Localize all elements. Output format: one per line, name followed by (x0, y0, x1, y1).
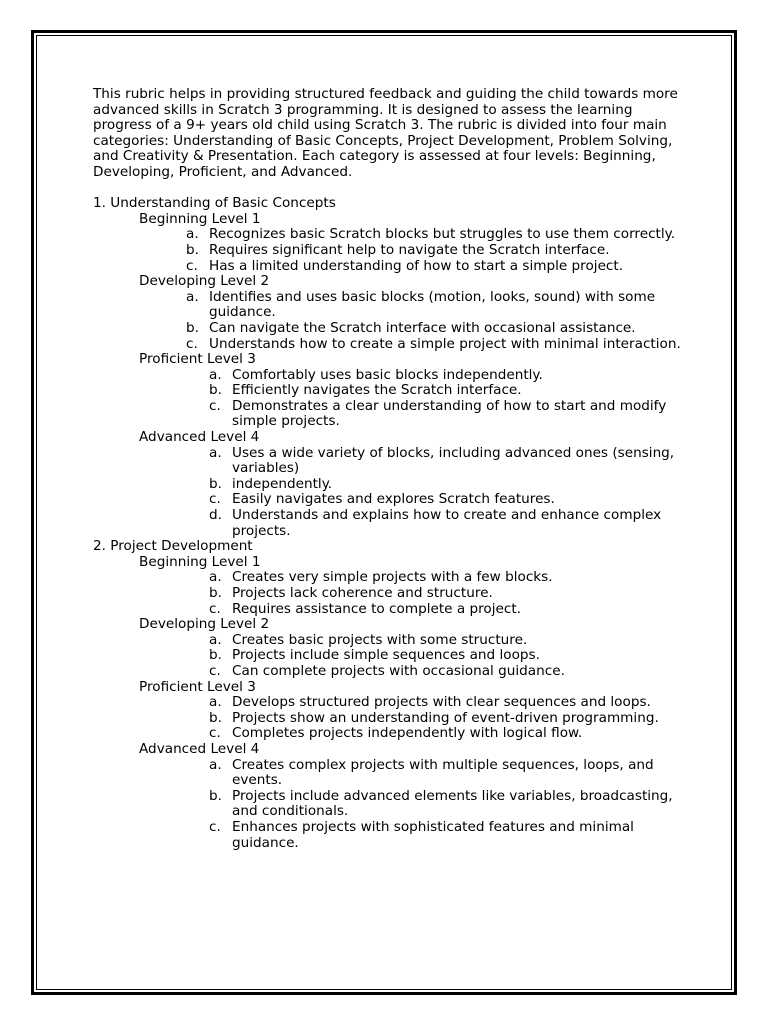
category-title: 2. Project Development (93, 538, 253, 555)
list-marker: c. (186, 257, 198, 274)
criterion-text: Has a limited understanding of how to start a simple project. (209, 257, 624, 274)
list-marker: b. (209, 647, 222, 664)
list-item (93, 243, 683, 259)
criteria-list (93, 570, 683, 617)
level-heading: Beginning Level 1 (139, 553, 261, 570)
list-item (93, 789, 683, 820)
criteria-list (93, 227, 683, 274)
list-marker: b. (186, 241, 199, 258)
category-project-development (93, 539, 683, 851)
criterion-text: Demonstrates a clear understanding of how to start and modify simple projects. (232, 397, 667, 430)
list-marker: a. (209, 366, 222, 383)
list-marker: b. (209, 709, 222, 726)
criterion-text: Uses a wide variety of blocks, including advanced ones (sensing, variables) (232, 444, 675, 477)
criteria-list (93, 695, 683, 742)
list-marker: b. (209, 382, 222, 399)
level-heading: Advanced Level 4 (139, 740, 260, 757)
list-item (93, 227, 683, 243)
list-item (93, 492, 683, 508)
criteria-list (93, 368, 683, 430)
list-item (93, 337, 683, 353)
criterion-text: Enhances projects with sophisticated features and minimal guidance. (232, 818, 634, 851)
intro-paragraph: This rubric helps in providing structured feedback and guiding the child towards more advanced skills in Scratch 3 programming. It is designed to assess the learning progress of a 9+ years old child using Scratch 3. The rubric is divided into four main categories: Understanding of Basic Concepts, Project Development, Problem Solving, and Creativity & Presentation. Each category is assessed at four levels: Beginning, Developing, Proficient, and Advanced. (93, 86, 678, 180)
list-marker: b. (209, 585, 222, 601)
criterion-text: independently. (232, 475, 333, 492)
list-item (93, 508, 683, 539)
list-marker: a. (209, 694, 222, 711)
list-item (93, 290, 683, 321)
criterion-text: Understands how to create a simple project with minimal interaction. (209, 335, 681, 352)
criterion-text: Develops structured projects with clear sequences and loops. (232, 694, 651, 711)
list-item (93, 602, 683, 618)
level-heading: Beginning Level 1 (139, 210, 261, 227)
criteria-list (93, 290, 683, 352)
level-heading: Developing Level 2 (139, 616, 270, 633)
criterion-text: Comfortably uses basic blocks independently. (232, 366, 543, 383)
category-understanding-basic-concepts (93, 196, 683, 539)
list-item (93, 695, 683, 711)
list-marker: c. (209, 397, 221, 414)
list-marker: c. (209, 662, 221, 679)
list-item (93, 383, 683, 399)
list-item (93, 758, 683, 789)
category-title: 1. Understanding of Basic Concepts (93, 195, 336, 212)
list-marker: a. (209, 631, 222, 648)
list-marker: a. (209, 444, 222, 461)
list-marker: c. (209, 818, 221, 835)
criterion-text: Creates basic projects with some structure. (232, 631, 528, 648)
list-item (93, 726, 683, 742)
list-marker: a. (209, 756, 222, 773)
list-item (93, 711, 683, 727)
rubric-document (93, 87, 683, 851)
criterion-text: Projects include simple sequences and loops. (232, 647, 540, 664)
list-item (93, 820, 683, 851)
list-marker: b. (209, 787, 222, 804)
criterion-text: Can complete projects with occasional guidance. (232, 662, 565, 679)
list-item (93, 477, 683, 493)
level-heading: Developing Level 2 (139, 273, 270, 290)
criterion-text: Completes projects independently with logical flow. (232, 725, 583, 742)
list-item (93, 633, 683, 649)
criterion-text: Recognizes basic Scratch blocks but struggles to use them correctly. (209, 226, 676, 243)
list-marker: a. (209, 569, 222, 586)
criterion-text: Efficiently navigates the Scratch interface. (232, 382, 522, 399)
criteria-list (93, 446, 683, 540)
list-marker: a. (186, 288, 199, 305)
list-marker: d. (209, 507, 222, 524)
criterion-text: Projects include advanced elements like variables, broadcasting, and conditionals. (232, 787, 673, 820)
list-item (93, 664, 683, 680)
list-item (93, 321, 683, 337)
criterion-text: Requires significant help to navigate the Scratch interface. (209, 241, 610, 258)
criterion-text: Easily navigates and explores Scratch features. (232, 491, 555, 508)
list-item (93, 586, 683, 602)
criterion-text: Creates very simple projects with a few blocks. (232, 569, 553, 586)
list-marker: c. (209, 600, 221, 617)
criterion-text: Creates complex projects with multiple sequences, loops, and events. (232, 756, 654, 789)
criterion-text: Projects lack coherence and structure. (232, 585, 493, 601)
criterion-text: Requires assistance to complete a project. (232, 600, 521, 617)
list-item (93, 446, 683, 477)
criterion-text: Can navigate the Scratch interface with occasional assistance. (209, 319, 636, 336)
criterion-text: Projects show an understanding of event-driven programming. (232, 709, 659, 726)
list-marker: a. (186, 226, 199, 243)
list-marker: c. (209, 725, 221, 742)
list-marker: b. (186, 319, 199, 336)
level-heading: Advanced Level 4 (139, 429, 260, 446)
list-marker: b. (209, 475, 222, 492)
list-item (93, 399, 683, 430)
criteria-list (93, 758, 683, 852)
list-marker: c. (209, 491, 221, 508)
list-item (93, 259, 683, 275)
list-item (93, 570, 683, 586)
criterion-text: Identifies and uses basic blocks (motion, looks, sound) with some guidance. (209, 288, 656, 321)
list-item (93, 368, 683, 384)
level-heading: Proficient Level 3 (139, 678, 256, 695)
list-marker: c. (186, 335, 198, 352)
criterion-text: Understands and explains how to create and enhance complex projects. (232, 507, 662, 539)
level-heading: Proficient Level 3 (139, 351, 256, 368)
criteria-list (93, 633, 683, 680)
list-item (93, 648, 683, 664)
